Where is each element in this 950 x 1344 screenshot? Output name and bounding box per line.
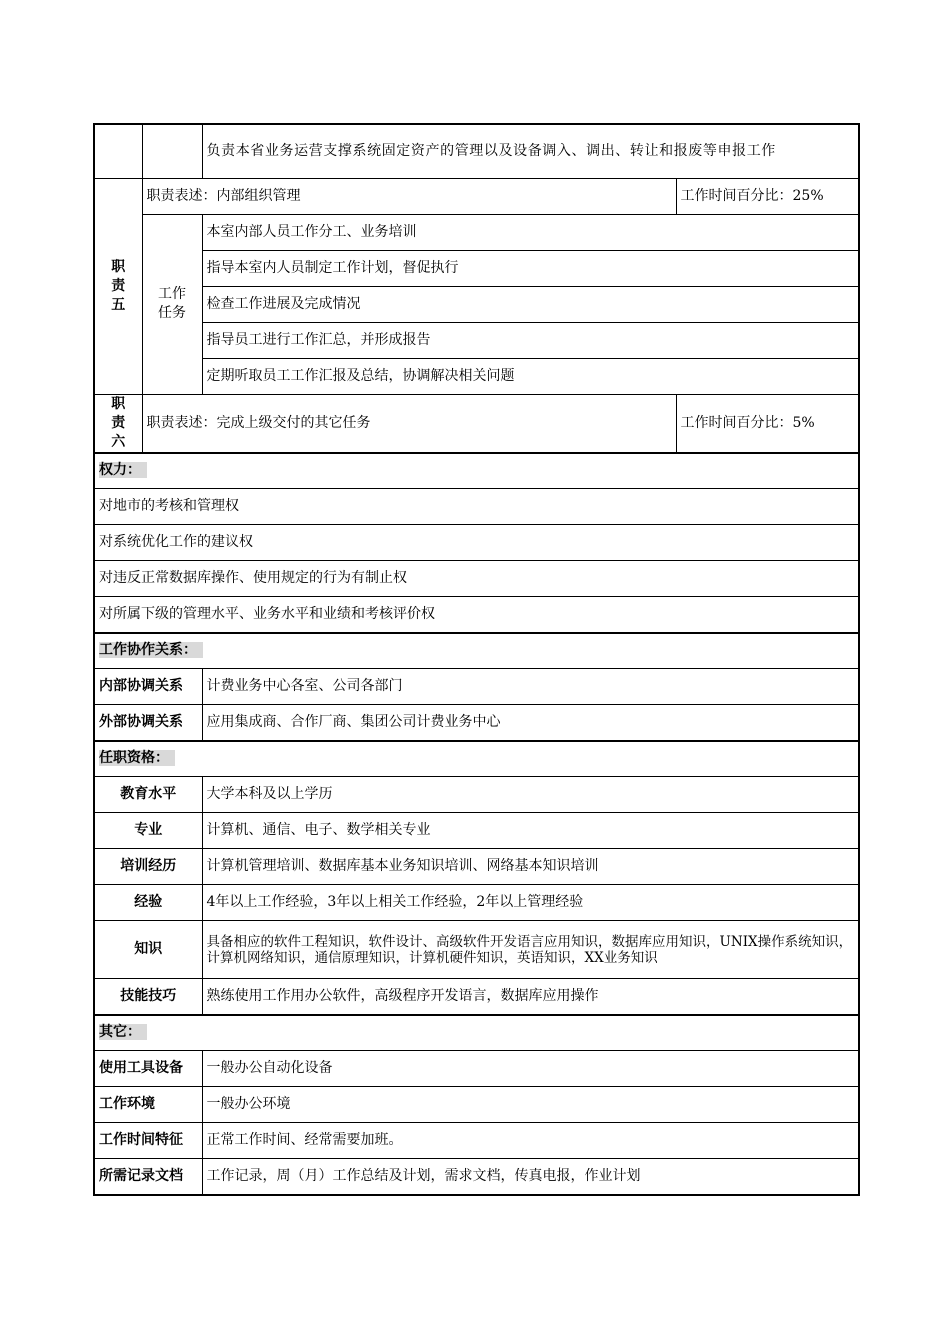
- qualification-training-value: 计算机管理培训、数据库基本业务知识培训、网络基本知识培训: [202, 849, 859, 885]
- qualification-major-label: 专业: [94, 813, 202, 849]
- duty5-description: 职责表述：内部组织管理: [142, 178, 676, 214]
- duty5-task-5: 定期听取员工工作汇报及总结，协调解决相关问题: [202, 358, 859, 394]
- job-description-document: [93, 123, 858, 1196]
- other-worktime-label: 工作时间特征: [94, 1123, 202, 1159]
- qualification-experience-value: 4年以上工作经验，3年以上相关工作经验，2年以上管理经验: [202, 885, 859, 921]
- qualification-training-label: 培训经历: [94, 849, 202, 885]
- qualification-experience-label: 经验: [94, 885, 202, 921]
- qualification-knowledge-value: 具备相应的软件工程知识，软件设计、高级软件开发语言应用知识，数据库应用知识，UNIX操作系统知识，计算机网络知识，通信原理知识，计算机硬件知识，英语知识，XX业务知识: [202, 921, 859, 979]
- other-header-text: 其它：: [99, 1024, 147, 1040]
- duty5-task-2: 指导本室内人员制定工作计划，督促执行: [202, 250, 859, 286]
- duty6-time-percent: 工作时间百分比：5%: [676, 394, 859, 453]
- other-documents-label: 所需记录文档: [94, 1159, 202, 1195]
- qualification-knowledge-label: 知识: [94, 921, 202, 979]
- duty5-label: [94, 178, 142, 394]
- duty5-task-continued: 负责本省业务运营支撑系统固定资产的管理以及设备调入、调出、转让和报废等申报工作: [202, 124, 859, 178]
- other-worktime-value: 正常工作时间、经常需要加班。: [202, 1123, 859, 1159]
- authority-item-3: 对违反正常数据库操作、使用规定的行为有制止权: [94, 561, 859, 597]
- other-tools-value: 一般办公自动化设备: [202, 1051, 859, 1087]
- tasks-label-empty: [142, 124, 202, 178]
- other-tools-label: 使用工具设备: [94, 1051, 202, 1087]
- cooperation-internal-value: 计费业务中心各室、公司各部门: [202, 669, 859, 705]
- other-documents-value: 工作记录，周（月）工作总结及计划，需求文档，传真电报，作业计划: [202, 1159, 859, 1195]
- authority-item-1: 对地市的考核和管理权: [94, 489, 859, 525]
- authority-item-2: 对系统优化工作的建议权: [94, 525, 859, 561]
- duty6-description: 职责表述：完成上级交付的其它任务: [142, 394, 676, 453]
- cooperation-external-label: 外部协调关系: [94, 705, 202, 741]
- duty6-label-text: 职责六: [111, 395, 126, 450]
- cooperation-header-text: 工作协作关系：: [99, 642, 203, 658]
- duty6-label: [94, 394, 142, 453]
- duty5-tasks-label: [142, 214, 202, 394]
- duty-label-empty: [94, 124, 142, 178]
- qualification-skills-value: 熟练使用工作用办公软件，高级程序开发语言，数据库应用操作: [202, 979, 859, 1015]
- duty5-label-text: 职责五: [111, 258, 126, 313]
- job-description-table: [93, 123, 860, 1196]
- other-header: [94, 1015, 859, 1051]
- duty5-tasks-label-text: 工作任务: [158, 286, 186, 321]
- other-environment-label: 工作环境: [94, 1087, 202, 1123]
- cooperation-header: [94, 633, 859, 669]
- qualification-major-value: 计算机、通信、电子、数学相关专业: [202, 813, 859, 849]
- cooperation-internal-label: 内部协调关系: [94, 669, 202, 705]
- qualification-education-label: 教育水平: [94, 777, 202, 813]
- duty5-task-1: 本室内部人员工作分工、业务培训: [202, 214, 859, 250]
- authority-item-4: 对所属下级的管理水平、业务水平和业绩和考核评价权: [94, 597, 859, 633]
- duty5-time-percent: 工作时间百分比：25%: [676, 178, 859, 214]
- qualification-education-value: 大学本科及以上学历: [202, 777, 859, 813]
- qualifications-header: [94, 741, 859, 777]
- duty5-task-4: 指导员工进行工作汇总，并形成报告: [202, 322, 859, 358]
- other-environment-value: 一般办公环境: [202, 1087, 859, 1123]
- cooperation-external-value: 应用集成商、合作厂商、集团公司计费业务中心: [202, 705, 859, 741]
- qualifications-header-text: 任职资格：: [99, 750, 175, 766]
- authority-header-text: 权力：: [99, 462, 147, 478]
- authority-header: [94, 453, 859, 489]
- qualification-skills-label: 技能技巧: [94, 979, 202, 1015]
- duty5-task-3: 检查工作进展及完成情况: [202, 286, 859, 322]
